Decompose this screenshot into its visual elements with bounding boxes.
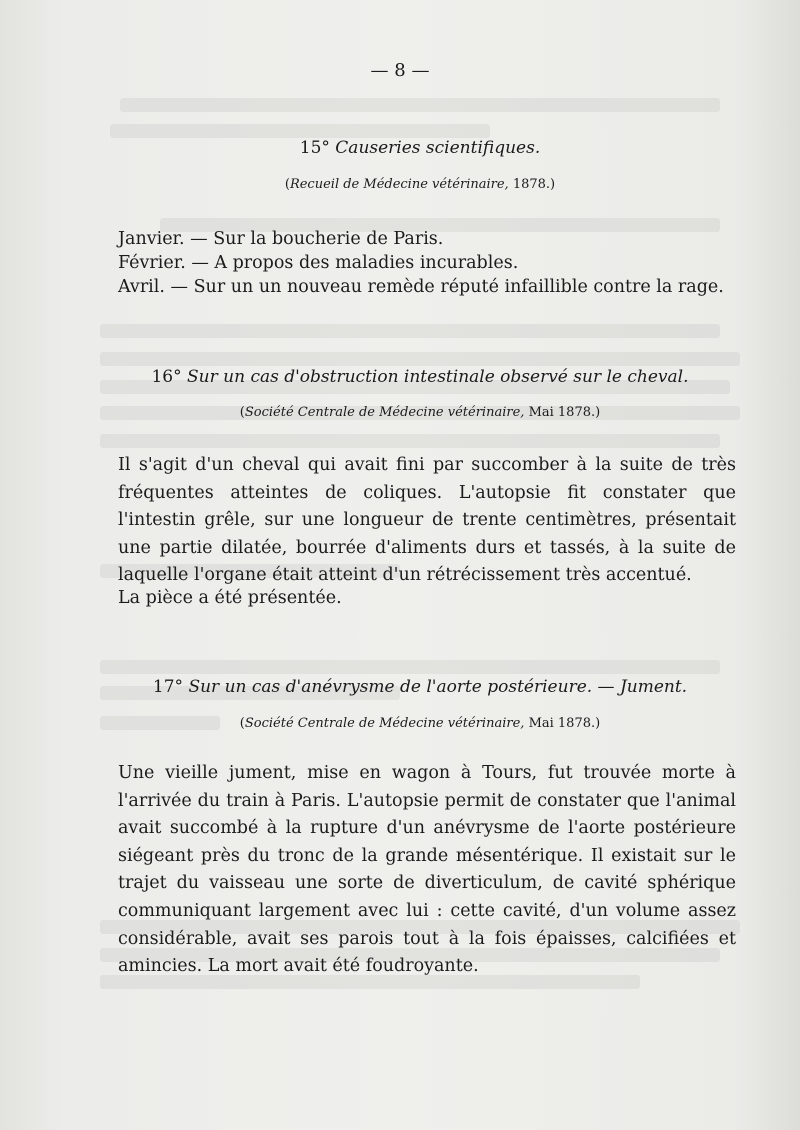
section-17-date: Mai 1878.) bbox=[528, 716, 601, 731]
source-open: ( bbox=[239, 405, 245, 420]
entry-fevrier: Février. — A propos des maladies incurables. bbox=[118, 253, 519, 273]
section-15-heading bbox=[100, 138, 740, 158]
section-17-number: 17° bbox=[152, 677, 184, 697]
source-open: ( bbox=[239, 716, 245, 731]
section-16-paragraph-1: Il s'agit d'un cheval qui avait fini par succomber à la suite de très fréquentes atteintes de coliques. L'autopsie fit constater que l'intestin grêle, sur une longueur de trente centimètres, présentait une partie dilatée, bourrée d'aliments durs et tassés, à la suite de laquelle l'organe était atteint d'un rétrécissement très accentué. bbox=[118, 455, 736, 586]
section-17-title: Sur un cas d'anévrysme de l'aorte postérieure. — Jument. bbox=[188, 677, 688, 697]
section-16-number: 16° bbox=[151, 367, 182, 387]
section-16-journal: Société Centrale de Médecine vétérinaire, bbox=[244, 405, 525, 420]
source-open: ( bbox=[284, 177, 290, 192]
section-17-source bbox=[100, 716, 740, 731]
section-15-title: Causeries scientifiques. bbox=[335, 138, 541, 158]
section-15-number: 15° bbox=[299, 138, 330, 158]
page-number: — 8 — bbox=[370, 60, 430, 81]
entry-avril: Avril. — Sur un un nouveau remède réputé infaillible contre la rage. bbox=[118, 277, 724, 297]
section-17-paragraph-1: Une vieille jument, mise en wagon à Tours, fut trouvée morte à l'arrivée du train à Paris. L'autopsie permit de constater que l'animal avait succombé à la rupture d'un anévrysme de l'aorte postérieure siégeant près du tronc de la grande mésentérique. Il existait sur le trajet du vaisseau une sorte de diverticulum, de cavité sphérique communiquant largement avec lui : cette cavité, d'un volume assez considérable, avait ses parois tout à la fois épaisses, calcifiées et amincies. La mort avait été foudroyante. bbox=[118, 763, 736, 977]
section-16-title: Sur un cas d'obstruction intestinale observé sur le cheval. bbox=[187, 367, 689, 387]
section-16-paragraph-2: La pièce a été présentée. bbox=[118, 588, 342, 608]
section-17-journal: Société Centrale de Médecine vétérinaire, bbox=[244, 716, 525, 731]
section-17-heading bbox=[100, 677, 740, 697]
section-16-source bbox=[100, 405, 740, 420]
section-16-heading bbox=[100, 367, 740, 387]
section-15-journal: Recueil de Médecine vétérinaire, bbox=[289, 177, 509, 192]
entry-janvier: Janvier. — Sur la boucherie de Paris. bbox=[118, 229, 444, 249]
section-16-date: Mai 1878.) bbox=[528, 405, 601, 420]
section-15-date: 1878.) bbox=[512, 177, 556, 192]
section-15-source bbox=[100, 177, 740, 192]
